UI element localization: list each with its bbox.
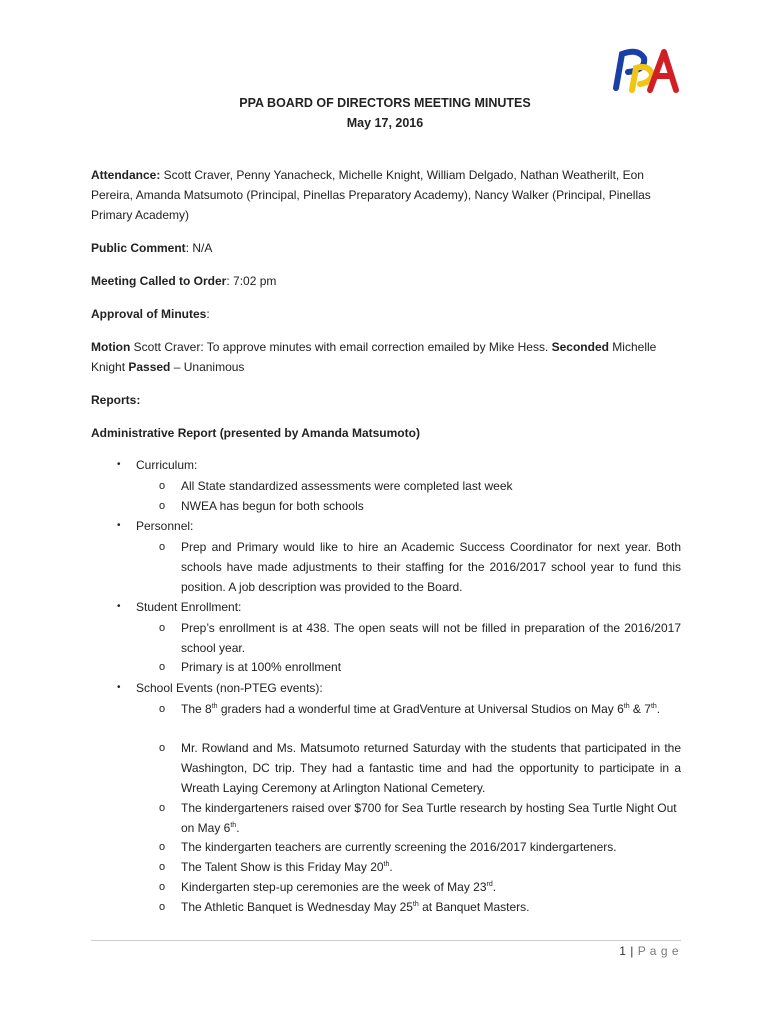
curriculum-label: Curriculum: bbox=[136, 458, 198, 472]
page-label: P a g e bbox=[637, 944, 679, 958]
passed-label: Passed bbox=[128, 360, 171, 374]
sub-item bbox=[159, 837, 681, 857]
sub-item-text: Prep’s enrollment is at 438. The open seats will not be filled in preparation of the 2016/2017 school year. bbox=[181, 621, 681, 655]
sub-marker: o bbox=[159, 622, 166, 634]
sub-marker: o bbox=[159, 541, 166, 553]
superscript: rd bbox=[486, 881, 493, 888]
sub-item-text: Primary is at 100% enrollment bbox=[181, 660, 342, 674]
public-comment-text: : N/A bbox=[185, 241, 213, 255]
reports-heading-text: Reports: bbox=[91, 393, 141, 407]
motion-label: Motion bbox=[91, 340, 131, 354]
sub-item-text: Kindergarten step-up ceremonies are the week of May 23 bbox=[181, 880, 487, 894]
sub-item bbox=[159, 798, 681, 838]
bullet-marker: • bbox=[117, 682, 121, 693]
sub-item-text: & 7 bbox=[629, 702, 651, 716]
admin-report-heading-text: Administrative Report (presented by Amanda Matsumoto) bbox=[91, 426, 420, 440]
sub-marker: o bbox=[159, 881, 166, 893]
called-to-order bbox=[91, 271, 681, 291]
sub-item-text: . bbox=[492, 880, 497, 894]
sub-item bbox=[159, 657, 681, 677]
approval-of-minutes bbox=[91, 304, 681, 324]
superscript: th bbox=[211, 703, 218, 710]
footer-divider bbox=[91, 940, 681, 941]
sub-item bbox=[159, 738, 681, 798]
reports-heading bbox=[91, 390, 681, 410]
sub-item-text: . bbox=[236, 821, 240, 835]
approval-label: Approval of Minutes bbox=[91, 307, 207, 321]
sub-item-text: Mr. Rowland and Ms. Matsumoto returned Saturday with the students that participated in the Washington, DC trip. They had a fantastic time and had the opportunity to participate in a Wreath Laying Ceremony at Arlington National Cemetery. bbox=[181, 741, 681, 795]
attendance-label: Attendance: bbox=[91, 168, 161, 182]
motion-paragraph bbox=[91, 337, 681, 377]
sub-item-text: graders had a wonderful time at GradVenture at Universal Studios on May 6 bbox=[217, 702, 624, 716]
sub-item bbox=[159, 897, 681, 917]
attendance-text: Scott Craver, Penny Yanacheck, Michelle Knight, William Delgado, Nathan Weatherilt, Eon Pereira, Amanda Matsumoto (Principal, Pinellas Preparatory Academy), Nancy Walker (Principal, Pinellas Primary Academy) bbox=[91, 168, 651, 222]
page-footer bbox=[619, 944, 679, 958]
sub-item-text: . bbox=[389, 860, 393, 874]
sub-item-text: The kindergarteners raised over $700 for Sea Turtle research by hosting Sea Turtle Night Out on May 6 bbox=[181, 801, 677, 835]
sub-item-text: The Athletic Banquet is Wednesday May 25 bbox=[181, 900, 413, 914]
sub-item bbox=[159, 857, 681, 877]
sub-item bbox=[159, 537, 681, 597]
page-title: PPA BOARD OF DIRECTORS MEETING MINUTES bbox=[239, 96, 531, 110]
approval-text: : bbox=[206, 307, 210, 321]
public-comment bbox=[91, 238, 681, 258]
sub-item-text: The Talent Show is this Friday May 20 bbox=[181, 860, 384, 874]
sub-item-text: The 8 bbox=[181, 702, 212, 716]
ppa-logo bbox=[608, 44, 684, 94]
sub-item-text: NWEA has begun for both schools bbox=[181, 499, 364, 513]
sub-marker: o bbox=[159, 841, 166, 853]
sub-item bbox=[159, 699, 681, 719]
seconded-label: Seconded bbox=[551, 340, 609, 354]
attendance-paragraph bbox=[91, 165, 681, 225]
bullet-marker: • bbox=[117, 459, 121, 470]
bullet-marker: • bbox=[117, 601, 121, 612]
sub-item bbox=[159, 476, 681, 496]
sub-marker: o bbox=[159, 742, 166, 754]
sub-item bbox=[159, 877, 681, 897]
sub-marker: o bbox=[159, 500, 166, 512]
bullet-marker: • bbox=[117, 520, 121, 531]
sub-marker: o bbox=[159, 661, 166, 673]
sub-item bbox=[159, 618, 681, 658]
sub-item-text: . bbox=[656, 702, 661, 716]
sub-item-text: Prep and Primary would like to hire an Academic Success Coordinator for next year. Both schools have made adjustments to their staffing for the 2016/2017 school year to fund this position. A job description was provided to the Board. bbox=[181, 540, 681, 594]
called-to-order-text: : 7:02 pm bbox=[226, 274, 277, 288]
sub-item-text: at Banquet Masters. bbox=[418, 900, 530, 914]
footer-separator: | bbox=[626, 944, 638, 958]
superscript: th bbox=[623, 703, 630, 710]
called-to-order-label: Meeting Called to Order bbox=[91, 274, 227, 288]
superscript: th bbox=[412, 901, 419, 908]
admin-report-heading bbox=[91, 423, 681, 443]
sub-item bbox=[159, 496, 681, 516]
passed-text: – Unanimous bbox=[170, 360, 245, 374]
motion-text: Scott Craver: To approve minutes with email correction emailed by Mike Hess. bbox=[130, 340, 552, 354]
meeting-date: May 17, 2016 bbox=[346, 116, 424, 130]
public-comment-label: Public Comment bbox=[91, 241, 186, 255]
sub-marker: o bbox=[159, 802, 166, 814]
page-number: 1 bbox=[619, 944, 627, 958]
sub-marker: o bbox=[159, 861, 166, 873]
events-label: School Events (non-PTEG events): bbox=[136, 681, 323, 695]
sub-marker: o bbox=[159, 901, 166, 913]
sub-marker: o bbox=[159, 480, 166, 492]
sub-item-text: All State standardized assessments were completed last week bbox=[181, 479, 513, 493]
seconded-text: Michelle Knight bbox=[91, 340, 657, 374]
sub-item-text: The kindergarten teachers are currently screening the 2016/2017 kindergarteners. bbox=[181, 840, 617, 854]
superscript: th bbox=[650, 703, 657, 710]
enrollment-label: Student Enrollment: bbox=[136, 600, 242, 614]
superscript: th bbox=[383, 861, 390, 868]
sub-marker: o bbox=[159, 703, 166, 715]
personnel-label: Personnel: bbox=[136, 519, 194, 533]
superscript: th bbox=[230, 822, 237, 829]
